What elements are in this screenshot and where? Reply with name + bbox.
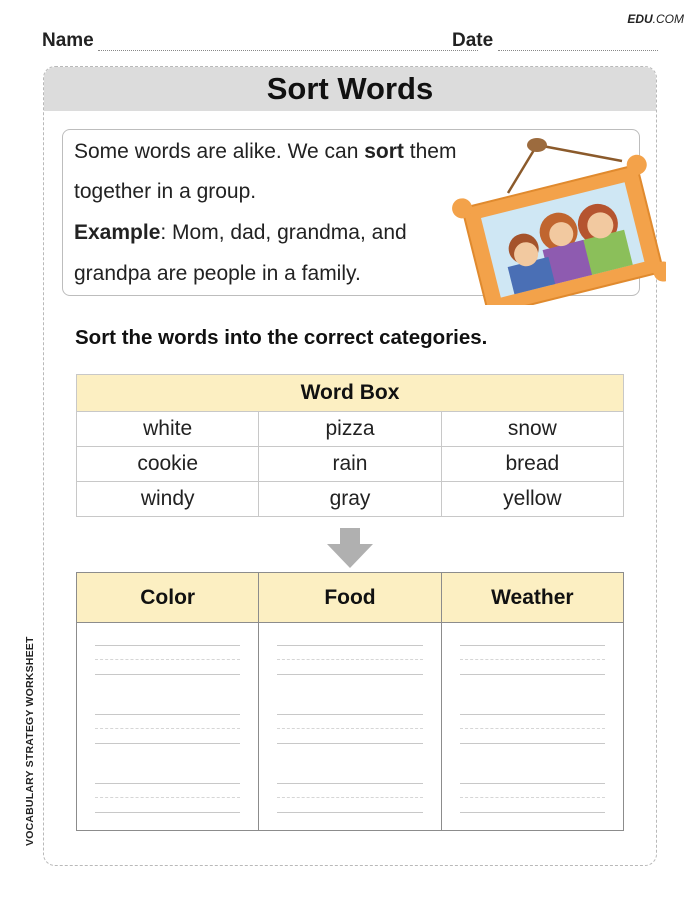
writing-line <box>95 728 240 729</box>
word-cell: cookie <box>77 447 259 482</box>
name-date-row <box>42 30 658 56</box>
side-label: VOCABULARY STRATEGY WORKSHEET <box>24 636 36 846</box>
writing-line <box>460 674 605 675</box>
writing-line <box>277 714 422 715</box>
writing-line <box>277 783 422 784</box>
word-cell: windy <box>77 482 259 517</box>
writing-line <box>95 659 240 660</box>
writing-line <box>95 783 240 784</box>
word-row <box>77 412 624 447</box>
writing-line <box>277 812 422 813</box>
picture-frame <box>452 153 666 305</box>
writing-line <box>460 645 605 646</box>
intro-line-1: Some words are alike. We can sort them <box>74 140 457 163</box>
arrow-down-icon <box>325 528 375 568</box>
nail-icon <box>527 138 547 152</box>
answer-column-weather[interactable] <box>441 623 623 831</box>
page-title: Sort Words <box>44 67 656 111</box>
date-line[interactable] <box>498 50 658 51</box>
writing-line <box>460 743 605 744</box>
word-cell: gray <box>259 482 441 517</box>
category-header-weather: Weather <box>441 573 623 623</box>
hanging-string-left <box>508 145 537 193</box>
intro-line-4: grandpa are people in a family. <box>74 262 361 285</box>
name-label: Name <box>42 30 94 51</box>
writing-line <box>95 797 240 798</box>
category-header-color: Color <box>77 573 259 623</box>
writing-line <box>95 674 240 675</box>
word-box-title: Word Box <box>77 375 624 412</box>
edu-logo: EDU.COM <box>627 12 684 26</box>
writing-line <box>277 797 422 798</box>
writing-line <box>95 743 240 744</box>
word-cell: pizza <box>259 412 441 447</box>
family-photo-illustration <box>452 133 666 305</box>
sort-table <box>76 572 624 831</box>
answer-column-color[interactable] <box>77 623 259 831</box>
hanging-string-right <box>537 145 622 161</box>
word-box <box>76 374 624 517</box>
word-cell: bread <box>441 447 623 482</box>
writing-line <box>277 645 422 646</box>
writing-line <box>277 728 422 729</box>
writing-line <box>460 783 605 784</box>
category-header-food: Food <box>259 573 441 623</box>
instruction: Sort the words into the correct categories. <box>75 326 488 349</box>
date-label: Date <box>452 30 494 51</box>
intro-example: Example: Mom, dad, grandma, and <box>74 221 407 244</box>
writing-line <box>460 714 605 715</box>
writing-line <box>95 812 240 813</box>
writing-line <box>277 674 422 675</box>
answer-column-food[interactable] <box>259 623 441 831</box>
intro-line-2: together in a group. <box>74 180 257 203</box>
word-cell: white <box>77 412 259 447</box>
writing-line <box>460 797 605 798</box>
writing-line <box>95 714 240 715</box>
writing-line <box>460 812 605 813</box>
writing-line <box>95 645 240 646</box>
writing-line <box>460 728 605 729</box>
name-line[interactable] <box>98 50 478 51</box>
word-row <box>77 447 624 482</box>
word-cell: rain <box>259 447 441 482</box>
word-row <box>77 482 624 517</box>
writing-line <box>460 659 605 660</box>
word-cell: yellow <box>441 482 623 517</box>
word-cell: snow <box>441 412 623 447</box>
writing-line <box>277 659 422 660</box>
writing-line <box>277 743 422 744</box>
